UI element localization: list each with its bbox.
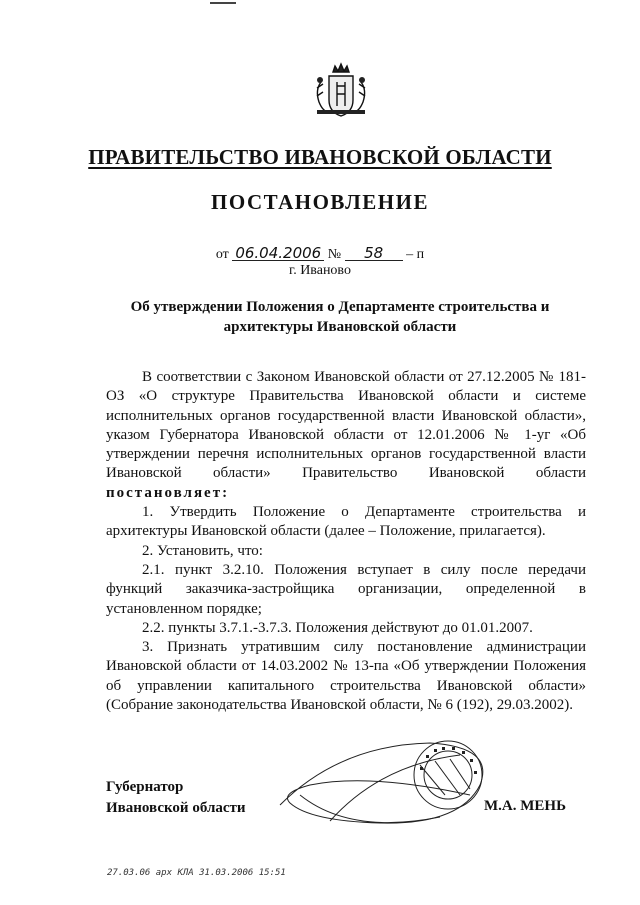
clause-1: 1. Утвердить Положение о Департаменте строительства и архитектуры Ивановской области (далее – Положение, прилагается). bbox=[106, 504, 586, 540]
clause-2-1: 2.1. пункт 3.2.10. Положения вступает в силу после передачи функций заказчика-застройщика организации, определенной в установленном порядке; bbox=[106, 561, 586, 617]
preamble-paragraph bbox=[106, 368, 586, 503]
signatory-title-line-2: Ивановской области bbox=[106, 800, 246, 816]
date-number-line bbox=[0, 246, 640, 263]
number-sign: № bbox=[327, 247, 342, 262]
subject-line-1: Об утверждении Положения о Департаменте строительства и bbox=[130, 299, 550, 315]
date-prefix: от bbox=[215, 247, 229, 262]
document-type: ПОСТАНОВЛЕНИЕ bbox=[211, 190, 429, 214]
signature-with-seal bbox=[270, 725, 500, 845]
decree-subject bbox=[100, 297, 580, 337]
preamble-text: В соответствии с Законом Ивановской области от 27.12.2005 № 181-ОЗ «О структуре Правительства Ивановской области и системе исполнительных органов государственной власти Ивановской области», указом Губернатора Ивановской области от 12.01.2006 № 1-уг «Об утверждении перечня исполнительных органов государственной власти Ивановской области» Правительство Ивановской области bbox=[106, 369, 586, 482]
resolves-word: постановляет: bbox=[106, 484, 230, 501]
coat-of-arms-icon bbox=[311, 62, 371, 120]
subject-line-2: архитектуры Ивановской области bbox=[223, 319, 457, 335]
clause-2-2: 2.2. пункты 3.7.1.-3.7.3. Положения действуют до 01.01.2007. bbox=[142, 619, 533, 636]
decree-number: 58 bbox=[345, 246, 403, 261]
decree-body bbox=[106, 368, 586, 715]
decree-date: 06.04.2006 bbox=[232, 246, 324, 261]
city: г. Иваново bbox=[289, 263, 351, 278]
footer-stamp: 27.03.06 арх КЛА 31.03.2006 15:51 bbox=[107, 868, 286, 878]
number-suffix: – п bbox=[406, 247, 425, 262]
clause-3: 3. Признать утратившим силу постановление администрации Ивановской области от 14.03.2002 № 13-па «Об утверждении Положения об управлении капитального строительства Ивановской области» (Собрание законодательства Ивановской области, № 6 (192), 29.03.2002). bbox=[106, 639, 586, 714]
signatory-title bbox=[106, 777, 246, 819]
signatory-title-line-1: Губернатор bbox=[106, 779, 184, 795]
clause-2: 2. Установить, что: bbox=[142, 542, 263, 559]
signatory-name: М.А. МЕНЬ bbox=[484, 798, 566, 814]
scan-mark bbox=[210, 2, 236, 4]
government-title: ПРАВИТЕЛЬСТВО ИВАНОВСКОЙ ОБЛАСТИ bbox=[88, 145, 552, 169]
